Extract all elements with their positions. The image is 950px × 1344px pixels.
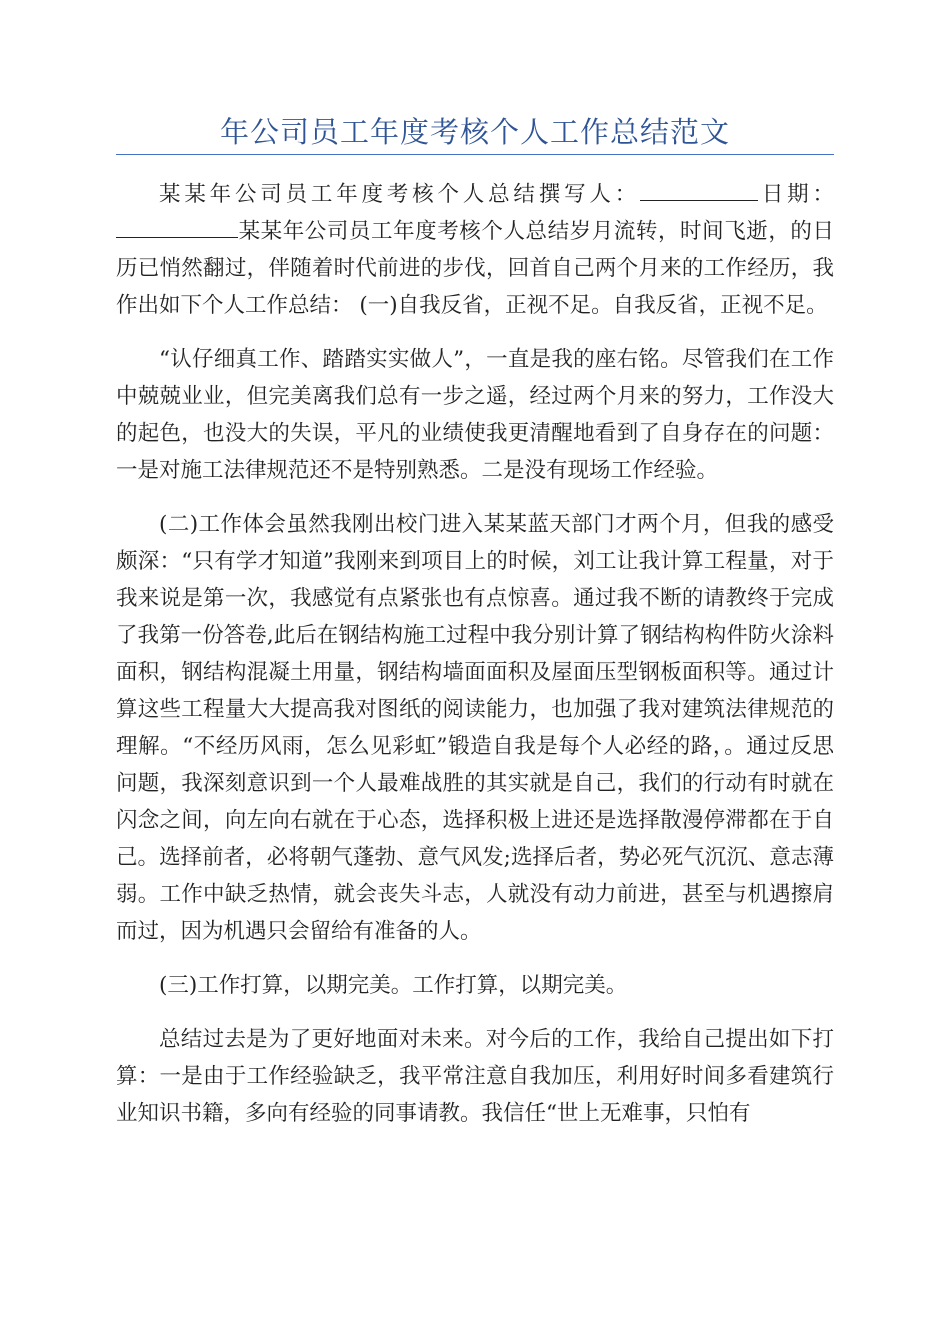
paragraph-1: [116, 176, 834, 324]
document-body: [116, 176, 834, 1149]
date-label: 日期：: [758, 182, 834, 207]
author-blank: [640, 180, 758, 201]
author-label: 某某年公司员工年度考核个人总结撰写人：: [159, 182, 641, 207]
paragraph-3: (二)工作体会虽然我刚出校门进入某某蓝天部门才两个月，但我的感受颇深：“只有学才知道”我刚来到项目上的时候，刘工让我计算工程量，对于我来说是第一次，我感觉有点紧张也有点惊喜。通过我不断的请教终于完成了我第一份答卷,此后在钢结构施工过程中我分别计算了钢结构构件防火涂料面积，钢结构混凝土用量，钢结构墙面面积及屋面压型钢板面积等。通过计算这些工程量大大提高我对图纸的阅读能力，也加强了我对建筑法律规范的理解。“不经历风雨，怎么见彩虹”锻造自我是每个人必经的路，。通过反思问题，我深刻意识到一个人最难战胜的其实就是自己，我们的行动有时就在闪念之间，向左向右就在于心态，选择积极上进还是选择散漫停滞都在于自己。选择前者，必将朝气蓬勃、意气风发;选择后者，势必死气沉沉、意志薄弱。工作中缺乏热情，就会丧失斗志，人就没有动力前进，甚至与机遇擦肩而过，因为机遇只会留给有准备的人。: [116, 512, 834, 944]
paragraph-2: “认仔细真工作、踏踏实实做人”，一直是我的座右铭。尽管我们在工作中兢兢业业，但完美离我们总有一步之遥，经过两个月来的努力，工作没大的起色，也没大的失误，平凡的业绩使我更清醒地看到了自身存在的问题：一是对施工法律规范还不是特别熟悉。二是没有现场工作经验。: [116, 347, 834, 483]
document-title: 年公司员工年度考核个人工作总结范文: [219, 115, 730, 149]
paragraph-1-text: 某某年公司员工年度考核个人总结岁月流转，时间飞逝，的日历已悄然翻过，伴随着时代前进的步伐，回首自己两个月来的工作经历，我作出如下个人工作总结： (一)自我反省，正视不足。自我反省，正视不足。: [116, 219, 834, 318]
paragraph-4: (三)工作打算，以期完美。工作打算，以期完美。: [159, 973, 628, 998]
date-blank: [116, 217, 238, 238]
paragraph-5: 总结过去是为了更好地面对未来。对今后的工作，我给自己提出如下打算：一是由于工作经验缺乏，我平常注意自我加压，利用好时间多看建筑行业知识书籍，多向有经验的同事请教。我信任“世上无难事，只怕有: [116, 1027, 834, 1126]
title-underline: [116, 154, 834, 155]
